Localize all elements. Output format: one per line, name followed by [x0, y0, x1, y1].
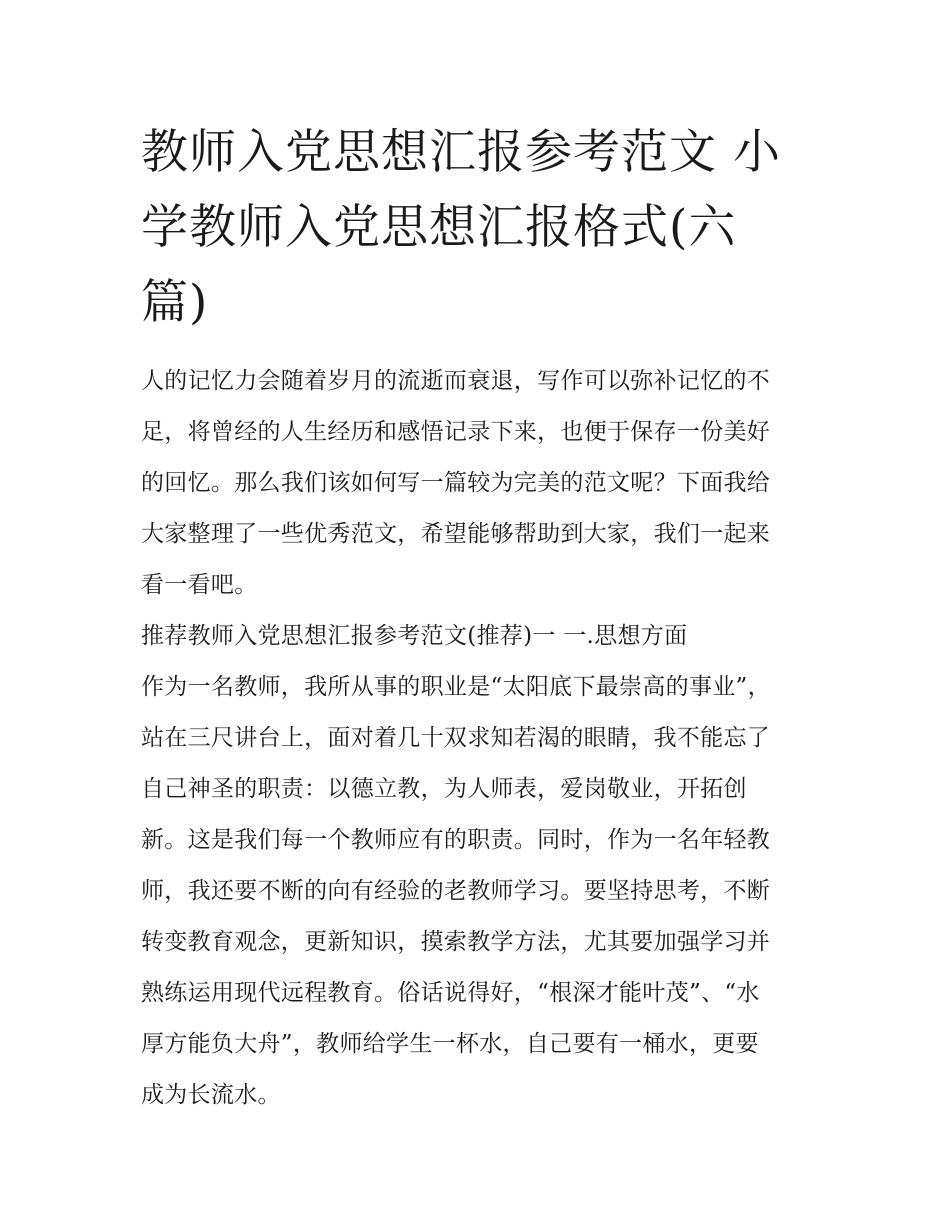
title-line: 教师入党思想汇报参考范文 小 — [141, 125, 781, 180]
document-page — [141, 115, 821, 1121]
paragraph-line: 师，我还要不断的向有经验的老教师学习。要坚持思考，不断 — [141, 878, 771, 904]
intro-paragraph — [141, 356, 821, 611]
paragraph-line: 厚方能负大舟”，教师给学生一杯水，自己要有一桶水，更要 — [141, 1031, 759, 1057]
paragraph-line: 转变教育观念，更新知识，摸索教学方法，尤其要加强学习并 — [141, 929, 771, 955]
document-body — [141, 356, 821, 1121]
title-line: 篇) — [141, 275, 209, 330]
intro-line: 大家整理了一些优秀范文，希望能够帮助到大家，我们一起来 — [141, 521, 771, 547]
paragraph-line: 自己神圣的职责：以德立教，为人师表，爱岗敬业，开拓创 — [141, 776, 747, 802]
intro-line: 人的记忆力会随着岁月的流逝而衰退，写作可以弥补记忆的不 — [141, 368, 771, 394]
paragraph-line: 成为长流水。 — [141, 1082, 281, 1108]
paragraph-line: 新。这是我们每一个教师应有的职责。同时，作为一名年轻教 — [141, 827, 771, 853]
intro-line: 看一看吧。 — [141, 572, 258, 598]
intro-line: 足，将曾经的人生经历和感悟记录下来，也便于保存一份美好 — [141, 419, 771, 445]
intro-line: 的回忆。那么我们该如何写一篇较为完美的范文呢？下面我给 — [141, 470, 771, 496]
body-paragraph — [141, 662, 821, 1121]
paragraph-line: 站在三尺讲台上，面对着几十双求知若渴的眼睛，我不能忘了 — [141, 725, 771, 751]
section-heading: 推荐教师入党思想汇报参考范文(推荐)一 一.思想方面 — [141, 623, 688, 649]
title-line: 学教师入党思想汇报格式(六 — [141, 200, 737, 255]
paragraph-line: 熟练运用现代远程教育。俗话说得好，“根深才能叶茂”、“水 — [141, 980, 760, 1006]
document-title — [141, 115, 811, 340]
paragraph-line: 作为一名教师，我所从事的职业是“太阳底下最崇高的事业”， — [141, 674, 771, 700]
